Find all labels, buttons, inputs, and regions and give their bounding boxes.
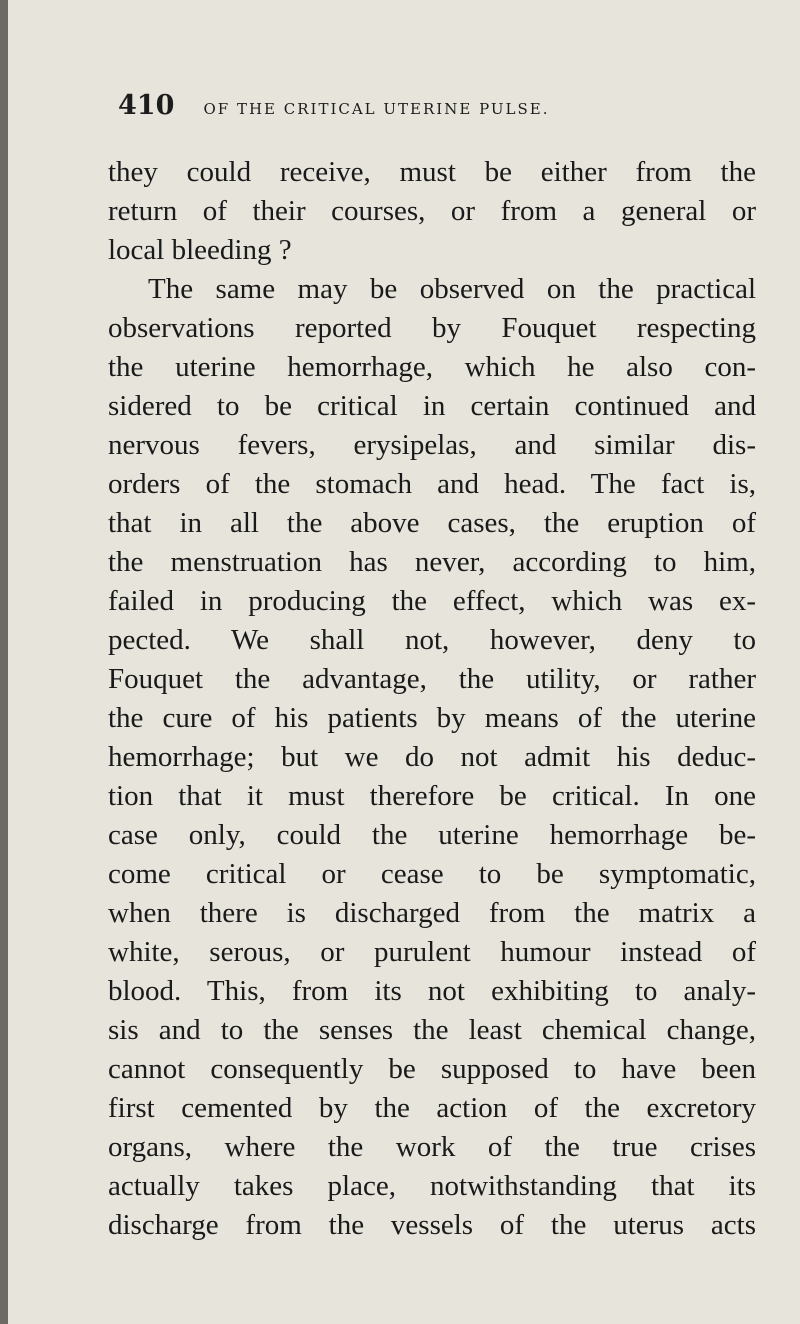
text-line: actually takes place, notwithstanding that its — [108, 1170, 756, 1202]
text-line: The same may be observed on the practical — [148, 273, 756, 305]
text-line: white, serous, or purulent humour instead of — [108, 936, 756, 968]
text-line: that in all the above cases, the eruption of — [108, 507, 756, 539]
book-page — [8, 0, 800, 1324]
text-line: they could receive, must be either from the — [108, 156, 756, 188]
text-line: orders of the stomach and head. The fact is, — [108, 468, 756, 500]
text-line: case only, could the uterine hemorrhage be- — [108, 819, 756, 851]
text-line: sis and to the senses the least chemical change, — [108, 1014, 756, 1046]
text-line: observations reported by Fouquet respecting — [108, 312, 756, 344]
text-line: local bleeding ? — [108, 234, 292, 266]
text-line: the uterine hemorrhage, which he also con- — [108, 351, 756, 383]
text-line: pected. We shall not, however, deny to — [108, 624, 756, 656]
text-line: cannot consequently be supposed to have been — [108, 1053, 756, 1085]
text-line: come critical or cease to be symptomatic, — [108, 858, 756, 890]
text-line: failed in producing the effect, which was ex- — [108, 585, 756, 617]
text-line: organs, where the work of the true crises — [108, 1131, 756, 1163]
text-line: hemorrhage; but we do not admit his deduc- — [108, 741, 756, 773]
text-line: the menstruation has never, according to him, — [108, 546, 756, 578]
page-number: 410 — [118, 90, 175, 121]
text-line: return of their courses, or from a general or — [108, 195, 756, 227]
text-line: tion that it must therefore be critical. In one — [108, 780, 756, 812]
text-line: Fouquet the advantage, the utility, or rather — [108, 663, 756, 695]
body-text — [108, 153, 756, 1245]
text-line: discharge from the vessels of the uterus acts — [108, 1209, 756, 1241]
text-line: first cemented by the action of the excretory — [108, 1092, 756, 1124]
text-line: the cure of his patients by means of the uterine — [108, 702, 756, 734]
text-line: nervous fevers, erysipelas, and similar dis- — [108, 429, 756, 461]
page-header — [118, 90, 758, 126]
text-line: sidered to be critical in certain continued and — [108, 390, 756, 422]
text-line: when there is discharged from the matrix a — [108, 897, 756, 929]
text-line: blood. This, from its not exhibiting to analy- — [108, 975, 756, 1007]
running-title: OF THE CRITICAL UTERINE PULSE. — [203, 100, 550, 118]
